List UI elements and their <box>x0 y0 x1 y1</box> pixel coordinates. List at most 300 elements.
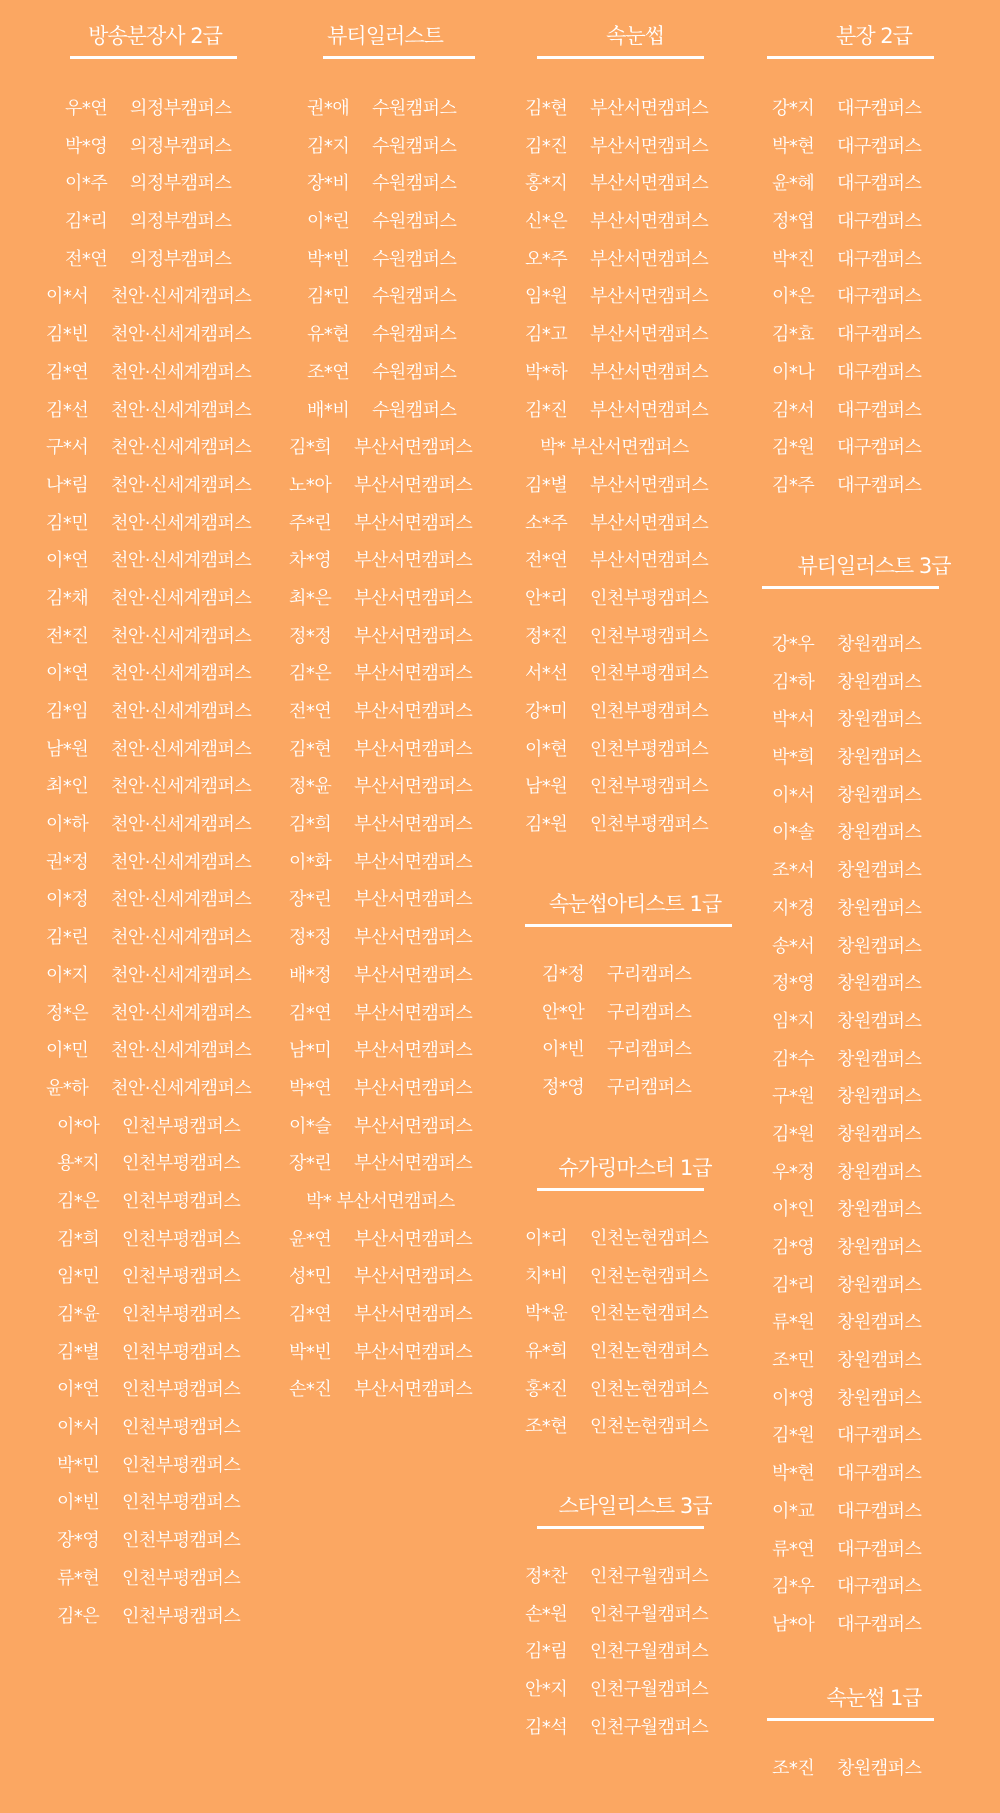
list-item <box>270 1334 520 1372</box>
section-broadcast-makeup-2 <box>0 0 310 1627</box>
campus-name: 창원캠퍼스 <box>837 897 922 919</box>
campus-name: 대구캠퍼스 <box>837 1425 922 1447</box>
list-item <box>755 1041 1000 1079</box>
list-item <box>515 241 755 279</box>
campus-name: 인천부평캠퍼스 <box>590 663 709 685</box>
student-name: 차*영 <box>289 550 332 572</box>
student-name: 남*원 <box>46 738 89 760</box>
student-name: 장*린 <box>289 1153 332 1175</box>
student-name: 김*현 <box>525 98 568 119</box>
campus-name: 부산서면캠퍼스 <box>590 98 709 119</box>
student-name: 이*은 <box>772 286 815 308</box>
student-name: 이*나 <box>772 361 815 383</box>
list-item <box>270 919 520 957</box>
list-item <box>515 580 755 618</box>
section-sugaring-master-1 <box>515 1132 755 1438</box>
campus-name: 부산서면캠퍼스 <box>590 286 709 308</box>
list-item <box>515 1295 755 1333</box>
student-name: 김*영 <box>772 1237 815 1258</box>
student-name: 남*원 <box>525 776 568 798</box>
student-name: 박*희 <box>772 747 815 769</box>
student-name: 류*원 <box>772 1312 815 1334</box>
campus-name: 창원캠퍼스 <box>837 747 922 769</box>
campus-name: 인천부평캠퍼스 <box>122 1304 241 1325</box>
student-name: 이*서 <box>57 1417 100 1439</box>
student-name: 김*윤 <box>57 1304 100 1325</box>
list-item <box>270 844 520 882</box>
list-item <box>755 1750 1000 1788</box>
campus-name: 창원캠퍼스 <box>837 1123 922 1145</box>
section-heading <box>755 1662 1000 1722</box>
campus-name: 인천부평캠퍼스 <box>122 1567 241 1589</box>
student-name: 배*비 <box>307 399 350 421</box>
entry-list <box>515 1558 755 1746</box>
list-item <box>0 1032 310 1070</box>
campus-name: 부산서면캠퍼스 <box>354 1304 473 1325</box>
campus-name: 부산서면캠퍼스 <box>354 1266 473 1288</box>
student-name: 강*우 <box>772 634 815 655</box>
campus-name: 수원캠퍼스 <box>372 98 457 119</box>
student-name: 정*정 <box>289 625 332 647</box>
list-item <box>515 1069 755 1107</box>
campus-name: 부산서면캠퍼스 <box>590 361 709 383</box>
campus-name: 부산서면캠퍼스 <box>354 663 473 685</box>
list-item <box>0 580 310 618</box>
campus-name: 창원캠퍼스 <box>837 1048 922 1070</box>
list-item <box>755 392 1000 430</box>
student-name: 주*린 <box>289 512 332 534</box>
student-name: 김*선 <box>46 399 89 421</box>
list-item <box>0 316 310 354</box>
list-item <box>270 580 520 618</box>
student-name: 우*연 <box>65 98 108 119</box>
student-name: 홍*진 <box>525 1378 568 1400</box>
campus-name: 인천부평캠퍼스 <box>122 1530 241 1552</box>
student-name: 김*린 <box>46 927 89 949</box>
list-item <box>0 542 310 580</box>
student-name: 윤*하 <box>46 1077 89 1099</box>
list-item <box>755 777 1000 815</box>
student-name: 김*효 <box>772 324 815 346</box>
campus-name: 인천부평캠퍼스 <box>122 1115 241 1137</box>
entry-list <box>755 626 1000 1644</box>
campus-name: 인천부평캠퍼스 <box>122 1190 241 1212</box>
student-name: 홍*지 <box>525 173 568 195</box>
student-name: 우*정 <box>772 1161 815 1183</box>
list-item <box>755 165 1000 203</box>
campus-name: 천안·신세계캠퍼스 <box>111 851 252 873</box>
campus-name: 천안·신세계캠퍼스 <box>111 663 252 685</box>
list-item <box>0 1296 310 1334</box>
list-item <box>515 467 755 505</box>
student-name: 김*리 <box>65 211 108 233</box>
student-name: 지*경 <box>772 897 815 919</box>
section-heading <box>0 0 310 60</box>
campus-name: 창원캠퍼스 <box>837 709 922 731</box>
campus-name: 부산서면캠퍼스 <box>590 550 709 572</box>
campus-name: 인천부평캠퍼스 <box>122 1228 241 1250</box>
entry-list <box>755 90 1000 505</box>
list-item <box>270 505 520 543</box>
section-heading <box>515 868 755 928</box>
campus-name: 창원캠퍼스 <box>837 1350 922 1372</box>
student-name: 이*리 <box>525 1228 568 1249</box>
list-item <box>755 429 1000 467</box>
campus-name: 창원캠퍼스 <box>837 973 922 995</box>
list-item <box>270 1070 520 1108</box>
entry-list <box>515 90 755 844</box>
entry-list <box>0 90 310 1635</box>
list-item <box>0 505 310 543</box>
list-item <box>0 1598 310 1636</box>
campus-name: 인천부평캠퍼스 <box>122 1605 241 1627</box>
student-name: 이*정 <box>46 889 89 911</box>
campus-name: 인천구월캠퍼스 <box>590 1566 709 1587</box>
student-name: 조*현 <box>525 1416 568 1438</box>
student-name: 조*진 <box>772 1758 815 1779</box>
campus-name: 구리캠퍼스 <box>607 1039 692 1061</box>
list-item <box>755 1116 1000 1154</box>
heading-underline <box>537 1526 704 1529</box>
campus-name: 천안·신세계캠퍼스 <box>111 776 252 798</box>
heading-underline <box>70 56 237 59</box>
campus-name: 대구캠퍼스 <box>837 1463 922 1485</box>
campus-name: 인천부평캠퍼스 <box>590 738 709 760</box>
campus-name: 부산서면캠퍼스 <box>354 738 473 760</box>
list-item <box>755 852 1000 890</box>
entry-text: 박* 부산서면캠퍼스 <box>540 437 689 459</box>
section-title: 분장 2급 <box>836 24 912 48</box>
campus-name: 창원캠퍼스 <box>837 822 922 844</box>
campus-name: 수원캠퍼스 <box>372 135 457 157</box>
student-name: 강*지 <box>772 98 815 119</box>
list-item <box>270 1032 520 1070</box>
student-name: 안*리 <box>525 587 568 609</box>
student-name: 김*림 <box>525 1641 568 1663</box>
student-name: 류*현 <box>57 1567 100 1589</box>
student-name: 이*린 <box>307 211 350 233</box>
student-name: 이*주 <box>65 173 108 195</box>
list-item <box>515 165 755 203</box>
campus-name: 인천논현캠퍼스 <box>590 1416 709 1438</box>
campus-name: 의정부캠퍼스 <box>130 211 232 233</box>
student-name: 안*지 <box>525 1679 568 1701</box>
list-item <box>755 965 1000 1003</box>
list-item <box>515 1371 755 1409</box>
campus-name: 수원캠퍼스 <box>372 361 457 383</box>
list-item <box>0 1409 310 1447</box>
campus-name: 의정부캠퍼스 <box>130 135 232 157</box>
list-item <box>515 505 755 543</box>
heading-underline <box>525 924 732 927</box>
campus-name: 대구캠퍼스 <box>837 437 922 459</box>
section-eyelash-artist-1 <box>515 868 755 1099</box>
campus-name: 부산서면캠퍼스 <box>354 1077 473 1099</box>
list-item <box>270 655 520 693</box>
list-item <box>270 467 520 505</box>
campus-name: 인천논현캠퍼스 <box>590 1341 709 1363</box>
list-item <box>755 890 1000 928</box>
list-item <box>755 316 1000 354</box>
campus-name: 부산서면캠퍼스 <box>354 964 473 986</box>
list-item <box>515 203 755 241</box>
entry-list <box>515 1220 755 1446</box>
list-item <box>515 128 755 166</box>
campus-name: 인천논현캠퍼스 <box>590 1265 709 1287</box>
student-name: 정*은 <box>46 1002 89 1024</box>
campus-name: 천안·신세계캠퍼스 <box>111 814 252 836</box>
student-name: 박*연 <box>289 1077 332 1099</box>
entry-list <box>755 1750 1000 1788</box>
list-item <box>270 731 520 769</box>
list-item <box>755 664 1000 702</box>
section-heading <box>515 1132 755 1192</box>
list-item <box>0 995 310 1033</box>
list-item <box>515 956 755 994</box>
list-item <box>515 1333 755 1371</box>
student-name: 이*인 <box>772 1199 815 1221</box>
campus-name: 대구캠퍼스 <box>837 399 922 421</box>
heading-underline <box>767 1718 934 1721</box>
campus-name: 창원캠퍼스 <box>837 1161 922 1183</box>
campus-name: 부산서면캠퍼스 <box>590 211 709 233</box>
list-item <box>515 278 755 316</box>
student-name: 성*민 <box>289 1266 332 1288</box>
student-name: 권*정 <box>46 851 89 873</box>
section-heading <box>755 0 1000 60</box>
student-name: 박*민 <box>57 1454 100 1476</box>
campus-name: 인천부평캠퍼스 <box>122 1266 241 1288</box>
list-item <box>270 203 520 241</box>
campus-name: 대구캠퍼스 <box>837 474 922 496</box>
heading-underline <box>537 56 704 59</box>
student-name: 윤*혜 <box>772 173 815 195</box>
campus-name: 수원캠퍼스 <box>372 211 457 233</box>
list-item <box>0 278 310 316</box>
list-item <box>270 1258 520 1296</box>
campus-name: 천안·신세계캠퍼스 <box>111 324 252 346</box>
student-name: 김*희 <box>289 814 332 836</box>
campus-name: 부산서면캠퍼스 <box>590 248 709 270</box>
student-name: 구*서 <box>46 437 89 459</box>
list-item <box>755 1568 1000 1606</box>
list-item <box>755 1191 1000 1229</box>
campus-name: 창원캠퍼스 <box>837 1758 922 1779</box>
entry-text: 박* 부산서면캠퍼스 <box>306 1190 455 1212</box>
list-item <box>515 1408 755 1446</box>
student-name: 신*은 <box>525 211 568 233</box>
campus-name: 인천부평캠퍼스 <box>122 1153 241 1175</box>
student-name: 전*연 <box>65 248 108 270</box>
list-item <box>0 655 310 693</box>
student-name: 김*민 <box>46 512 89 534</box>
campus-name: 부산서면캠퍼스 <box>354 776 473 798</box>
list-item <box>755 128 1000 166</box>
student-name: 김*주 <box>772 474 815 496</box>
section-heading <box>515 0 755 60</box>
list-item <box>0 429 310 467</box>
student-name: 박*현 <box>772 135 815 157</box>
student-name: 장*비 <box>307 173 350 195</box>
list-item <box>755 626 1000 664</box>
section-title: 뷰티일러스트 3급 <box>797 554 951 578</box>
campus-name: 인천부평캠퍼스 <box>122 1492 241 1514</box>
list-item <box>270 542 520 580</box>
campus-name: 인천부평캠퍼스 <box>590 587 709 609</box>
student-name: 이*화 <box>289 851 332 873</box>
student-name: 이*지 <box>46 964 89 986</box>
list-item <box>0 354 310 392</box>
list-item <box>0 806 310 844</box>
student-name: 김*연 <box>289 1304 332 1325</box>
student-name: 서*선 <box>525 663 568 685</box>
student-name: 안*안 <box>542 1001 585 1023</box>
campus-name: 창원캠퍼스 <box>837 671 922 693</box>
campus-name: 대구캠퍼스 <box>837 286 922 308</box>
student-name: 손*진 <box>289 1379 332 1401</box>
list-item <box>0 241 310 279</box>
list-item <box>515 542 755 580</box>
list-item <box>0 844 310 882</box>
section-heading <box>755 530 1000 590</box>
student-name: 소*주 <box>525 512 568 534</box>
student-name: 김*진 <box>525 135 568 157</box>
student-name: 이*슬 <box>289 1115 332 1137</box>
section-makeup-2 <box>755 0 1000 496</box>
list-item <box>0 1145 310 1183</box>
section-heading <box>515 1470 755 1530</box>
section-title: 속눈썹 1급 <box>826 1686 922 1710</box>
student-name: 김*별 <box>525 474 568 496</box>
student-name: 김*하 <box>772 671 815 693</box>
list-item <box>755 1003 1000 1041</box>
student-name: 김*별 <box>57 1341 100 1363</box>
campus-name: 부산서면캠퍼스 <box>590 173 709 195</box>
campus-name: 부산서면캠퍼스 <box>354 1341 473 1363</box>
student-name: 김*고 <box>525 324 568 346</box>
campus-name: 부산서면캠퍼스 <box>354 1153 473 1175</box>
list-item <box>270 1145 520 1183</box>
list-item <box>755 1229 1000 1267</box>
student-name: 김*현 <box>289 738 332 760</box>
student-name: 박*현 <box>772 1463 815 1485</box>
campus-name: 부산서면캠퍼스 <box>590 135 709 157</box>
list-item <box>755 814 1000 852</box>
campus-name: 창원캠퍼스 <box>837 1010 922 1032</box>
campus-name: 수원캠퍼스 <box>372 286 457 308</box>
heading-underline <box>762 586 939 589</box>
student-name: 박*서 <box>772 709 815 731</box>
list-item <box>755 1417 1000 1455</box>
campus-name: 수원캠퍼스 <box>372 248 457 270</box>
student-name: 김*서 <box>772 399 815 421</box>
campus-name: 천안·신세계캠퍼스 <box>111 1040 252 1062</box>
list-item <box>0 1258 310 1296</box>
student-name: 류*연 <box>772 1538 815 1560</box>
campus-name: 대구캠퍼스 <box>837 361 922 383</box>
list-item <box>270 1221 520 1259</box>
student-name: 김*진 <box>525 399 568 421</box>
list-item <box>270 1296 520 1334</box>
campus-name: 창원캠퍼스 <box>837 1237 922 1258</box>
campus-name: 대구캠퍼스 <box>837 248 922 270</box>
student-name: 김*우 <box>772 1576 815 1598</box>
list-item <box>0 957 310 995</box>
student-name: 김*희 <box>57 1228 100 1250</box>
campus-name: 인천구월캠퍼스 <box>590 1679 709 1701</box>
student-name: 정*진 <box>525 625 568 647</box>
campus-name: 천안·신세계캠퍼스 <box>111 550 252 572</box>
section-title: 속눈썹 <box>606 24 664 48</box>
list-item <box>755 354 1000 392</box>
campus-name: 천안·신세계캠퍼스 <box>111 474 252 496</box>
list-item <box>0 392 310 430</box>
list-item <box>515 90 755 128</box>
list-item <box>515 1671 755 1709</box>
list-item <box>755 1531 1000 1569</box>
campus-name: 부산서면캠퍼스 <box>354 587 473 609</box>
campus-name: 창원캠퍼스 <box>837 784 922 806</box>
campus-name: 인천부평캠퍼스 <box>122 1454 241 1476</box>
campus-name: 천안·신세계캠퍼스 <box>111 361 252 383</box>
student-name: 남*미 <box>289 1040 332 1062</box>
list-item <box>270 241 520 279</box>
student-name: 김*임 <box>46 701 89 722</box>
list-item <box>755 739 1000 777</box>
campus-name: 인천부평캠퍼스 <box>122 1417 241 1439</box>
student-name: 치*비 <box>525 1265 568 1287</box>
list-item <box>270 881 520 919</box>
student-name: 장*린 <box>289 889 332 911</box>
section-eyelash <box>515 0 755 836</box>
list-item <box>0 1447 310 1485</box>
campus-name: 천안·신세계캠퍼스 <box>111 701 252 722</box>
student-name: 전*진 <box>46 625 89 647</box>
list-item <box>270 1371 520 1409</box>
student-name: 임*원 <box>525 286 568 308</box>
list-item <box>270 618 520 656</box>
student-name: 전*연 <box>289 701 332 722</box>
student-name: 최*은 <box>289 587 332 609</box>
campus-name: 부산서면캠퍼스 <box>590 512 709 534</box>
student-name: 박*진 <box>772 248 815 270</box>
section-title: 방송분장사 2급 <box>88 24 222 48</box>
student-name: 정*윤 <box>289 776 332 798</box>
student-name: 임*민 <box>57 1266 100 1288</box>
student-name: 유*희 <box>525 1341 568 1363</box>
student-name: 정*영 <box>542 1077 585 1099</box>
campus-name: 천안·신세계캠퍼스 <box>111 1002 252 1024</box>
campus-name: 창원캠퍼스 <box>837 935 922 957</box>
campus-name: 부산서면캠퍼스 <box>354 512 473 534</box>
list-item <box>270 90 520 128</box>
student-name: 이*하 <box>46 814 89 836</box>
campus-name: 인천논현캠퍼스 <box>590 1303 709 1325</box>
list-item <box>0 618 310 656</box>
student-name: 이*교 <box>772 1500 815 1522</box>
student-name: 배*정 <box>289 964 332 986</box>
section-title: 슈가링마스터 1급 <box>558 1156 712 1180</box>
list-item <box>755 1606 1000 1644</box>
list-item <box>0 1371 310 1409</box>
list-item <box>270 316 520 354</box>
campus-name: 창원캠퍼스 <box>837 1312 922 1334</box>
list-item <box>515 1596 755 1634</box>
list-item <box>515 316 755 354</box>
campus-name: 부산서면캠퍼스 <box>590 399 709 421</box>
student-name: 김*연 <box>46 361 89 383</box>
campus-name: 의정부캠퍼스 <box>130 173 232 195</box>
